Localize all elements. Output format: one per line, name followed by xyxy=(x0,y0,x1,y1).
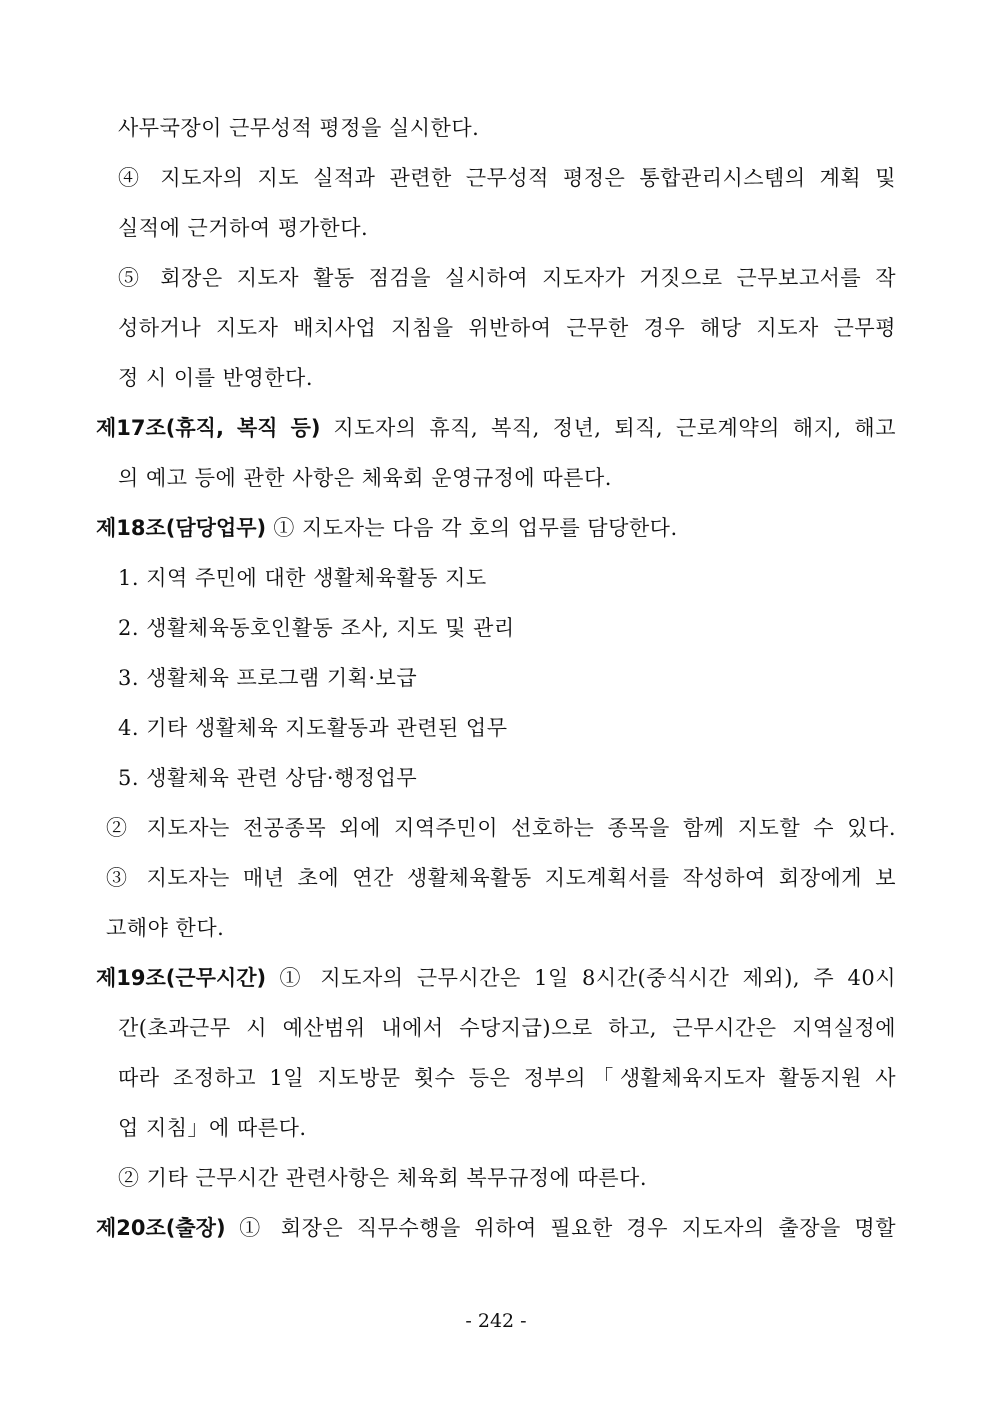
text-line: ④ 지도자의 지도 실적과 관련한 근무성적 평정은 통합관리시스템의 계획 및 xyxy=(118,166,896,190)
article-20-text: ① 회장은 직무수행을 위하여 필요한 경우 지도자의 출장을 명할 xyxy=(239,1216,896,1240)
article-17-title: 제17조(휴직, 복직 등) xyxy=(96,416,321,440)
article-20-title: 제20조(출장) xyxy=(96,1216,226,1240)
text-line: ③ 지도자는 매년 초에 연간 생활체육활동 지도계획서를 작성하여 회장에게 보 xyxy=(106,866,896,890)
text-line: 업 지침」에 따른다. xyxy=(118,1116,307,1140)
text-line: ② 기타 근무시간 관련사항은 체육회 복무규정에 따른다. xyxy=(118,1166,648,1190)
text-line: ② 지도자는 전공종목 외에 지역주민이 선호하는 종목을 함께 지도할 수 있다. xyxy=(106,816,896,840)
text-line: 정 시 이를 반영한다. xyxy=(118,366,313,390)
article-18-title: 제18조(담당업무) xyxy=(96,516,267,540)
article-19 xyxy=(96,963,896,993)
text-line: 실적에 근거하여 평가한다. xyxy=(118,216,369,240)
article-19-title: 제19조(근무시간) xyxy=(96,966,267,990)
article-17 xyxy=(96,413,896,443)
page-number: - 242 - xyxy=(465,1310,527,1332)
text-line: 고해야 한다. xyxy=(106,916,225,940)
list-item: 2. 생활체육동호인활동 조사, 지도 및 관리 xyxy=(118,616,515,640)
text-line: 의 예고 등에 관한 사항은 체육회 운영규정에 따른다. xyxy=(118,466,612,490)
text-line: 성하거나 지도자 배치사업 지침을 위반하여 근무한 경우 해당 지도자 근무평 xyxy=(118,316,896,340)
article-17-text: 지도자의 휴직, 복직, 정년, 퇴직, 근로계약의 해지, 해고 xyxy=(333,416,897,440)
text-line: 사무국장이 근무성적 평정을 실시한다. xyxy=(118,116,480,140)
article-19-text: ① 지도자의 근무시간은 1일 8시간(중식시간 제외), 주 40시 xyxy=(279,966,896,990)
text-line: 간(초과근무 시 예산범위 내에서 수당지급)으로 하고, 근무시간은 지역실정에 xyxy=(118,1016,896,1040)
article-18 xyxy=(96,513,896,543)
list-item: 3. 생활체육 프로그램 기획·보급 xyxy=(118,666,418,690)
article-20 xyxy=(96,1213,896,1243)
text-line: ⑤ 회장은 지도자 활동 점검을 실시하여 지도자가 거짓으로 근무보고서를 작 xyxy=(118,266,896,290)
list-item: 5. 생활체육 관련 상담·행정업무 xyxy=(118,766,418,790)
article-18-text: ① 지도자는 다음 각 호의 업무를 담당한다. xyxy=(273,516,678,540)
list-item: 1. 지역 주민에 대한 생활체육활동 지도 xyxy=(118,566,487,590)
list-item: 4. 기타 생활체육 지도활동과 관련된 업무 xyxy=(118,716,508,740)
text-line: 따라 조정하고 1일 지도방문 횟수 등은 정부의「생활체육지도자 활동지원 사 xyxy=(118,1066,896,1090)
